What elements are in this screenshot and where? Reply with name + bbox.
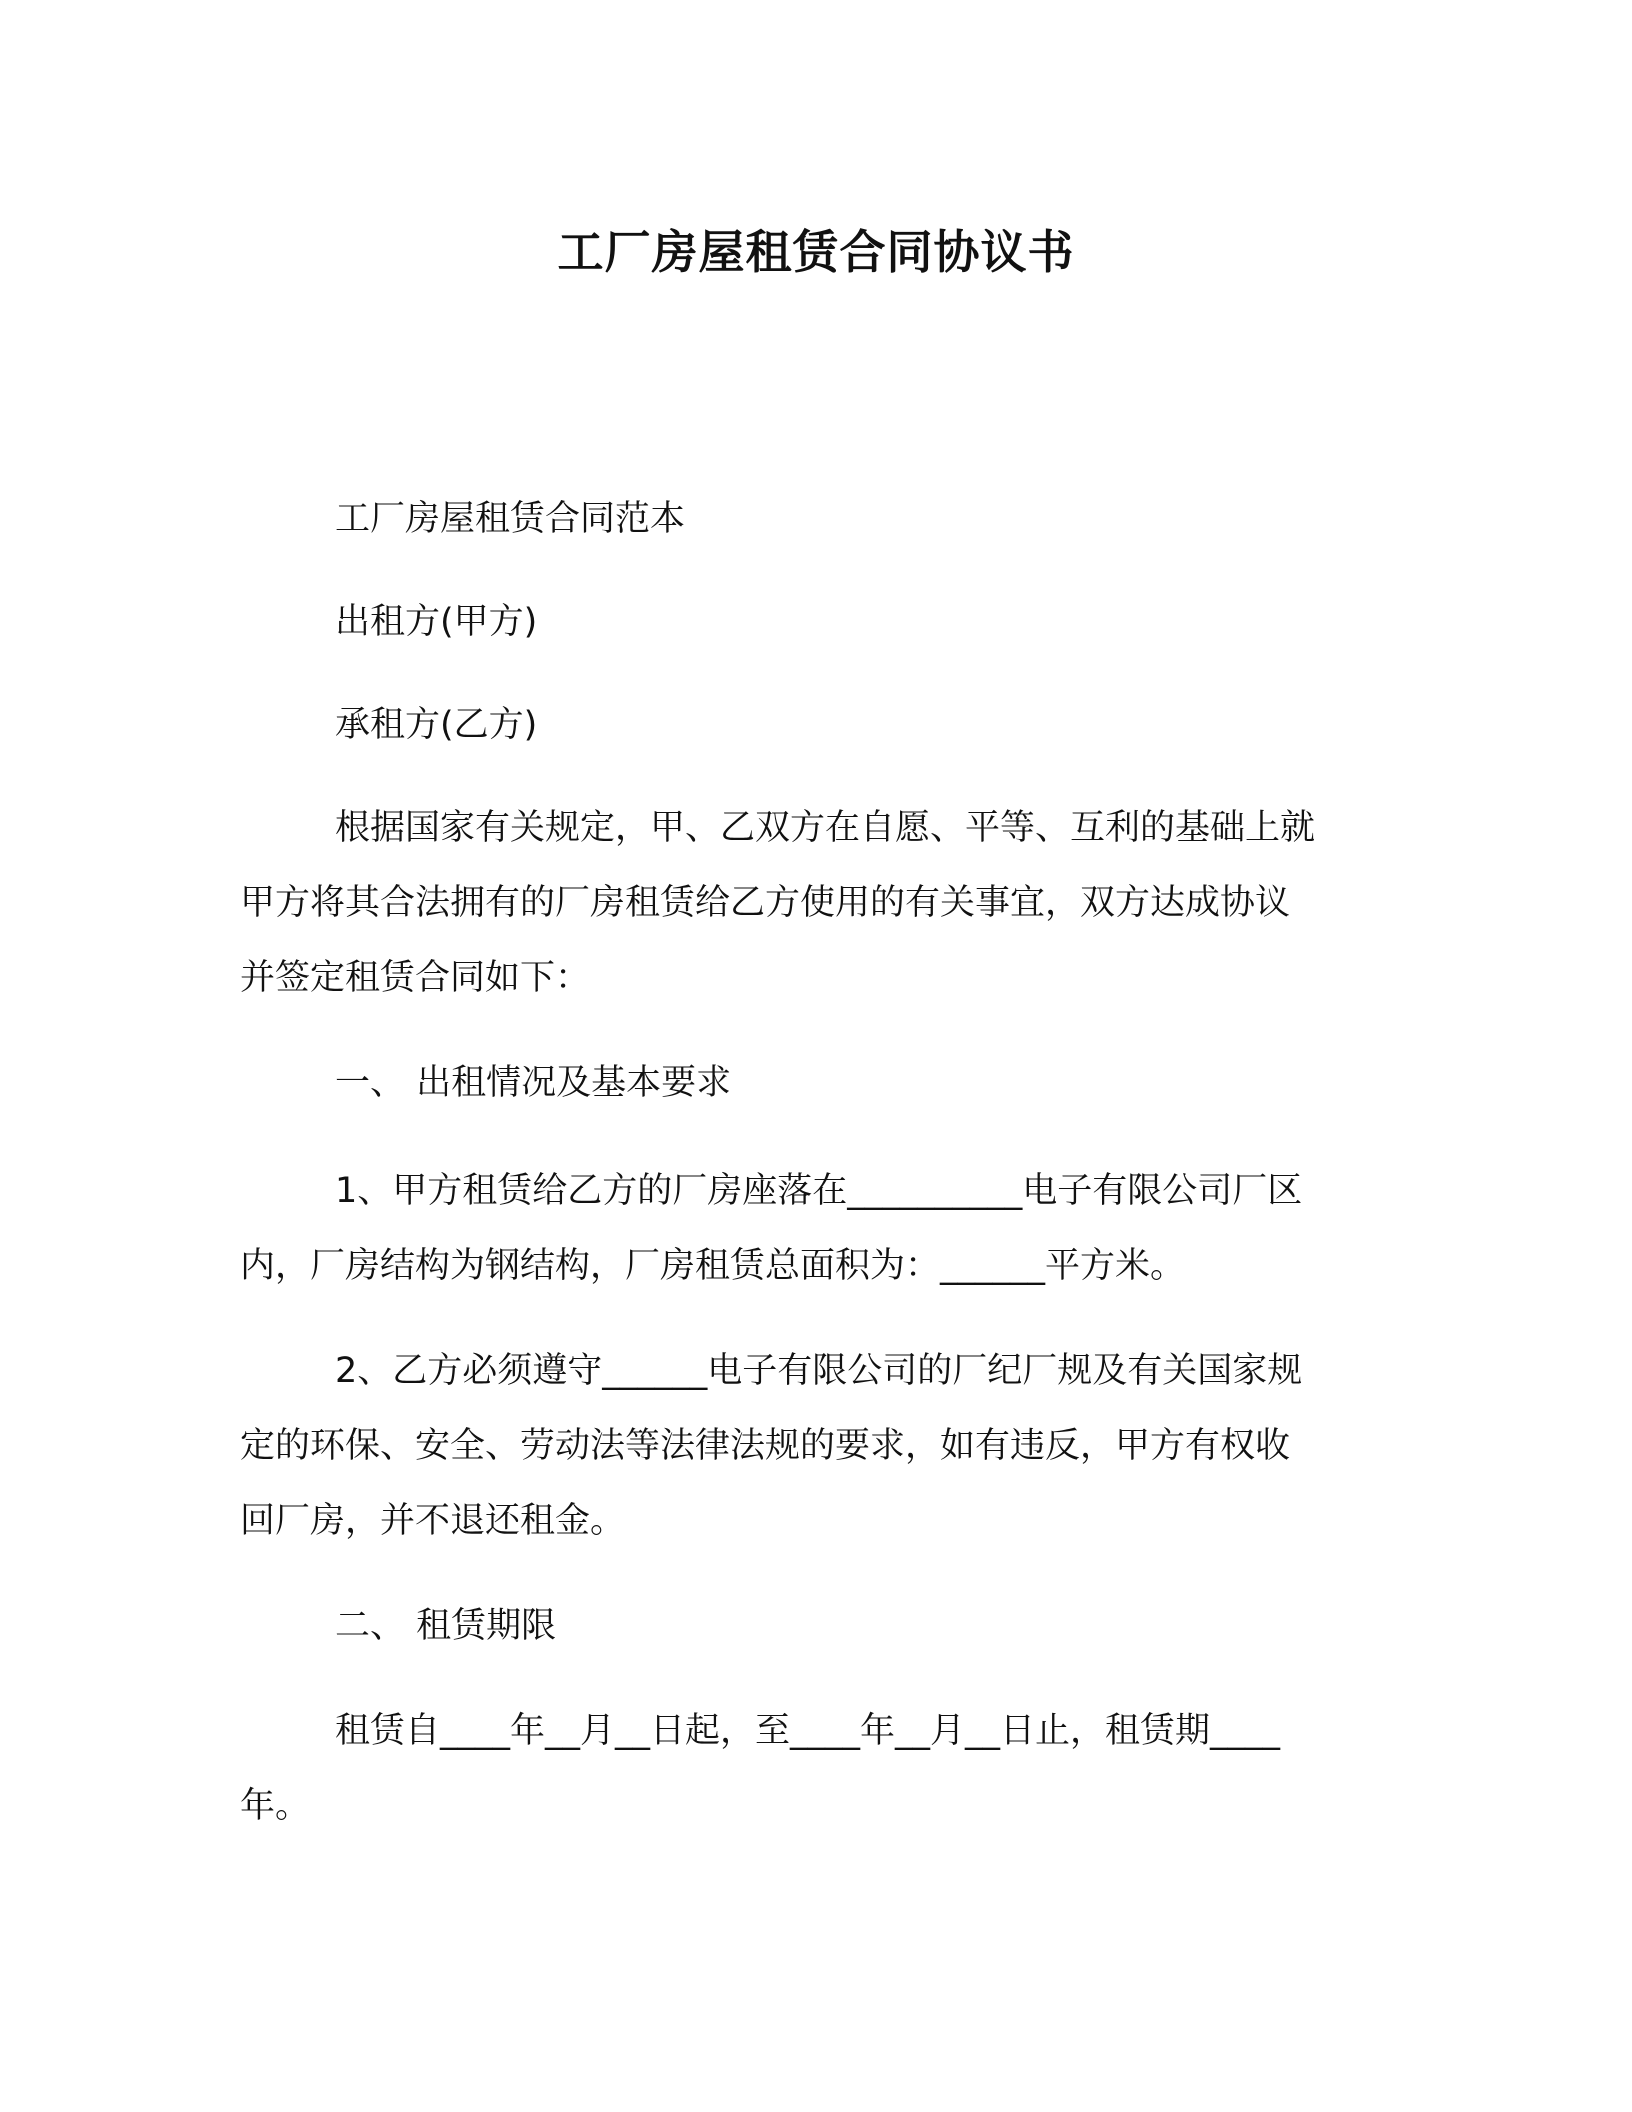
intro-paragraph-line-1: 根据国家有关规定，甲、乙双方在自愿、平等、互利的基础上就: [335, 808, 1316, 848]
document-title: 工厂房屋租赁合同协议书: [557, 225, 1075, 279]
term-line-1: 租赁自____年__月__日起，至____年__月__日止，租赁期____: [335, 1711, 1281, 1751]
lessee-line: 承租方(乙方): [335, 705, 538, 745]
clause-2-line-3: 回厂房，并不退还租金。: [240, 1501, 626, 1541]
subtitle-line: 工厂房屋租赁合同范本: [335, 499, 686, 539]
clause-2-line-2: 定的环保、安全、劳动法等法律法规的要求，如有违反，甲方有权收: [240, 1426, 1291, 1466]
clause-2-line-1: 2、乙方必须遵守______电子有限公司的厂纪厂规及有关国家规: [335, 1351, 1303, 1391]
section-heading-1: 一、 出租情况及基本要求: [335, 1063, 732, 1103]
lessor-line: 出租方(甲方): [335, 602, 538, 642]
intro-paragraph-line-2: 甲方将其合法拥有的厂房租赁给乙方使用的有关事宜，双方达成协议: [240, 883, 1291, 923]
term-line-2: 年。: [240, 1786, 311, 1826]
intro-paragraph-line-3: 并签定租赁合同如下：: [240, 958, 591, 998]
clause-1-line-2: 内，厂房结构为钢结构，厂房租赁总面积为：______平方米。: [240, 1246, 1186, 1286]
section-heading-2: 二、 租赁期限: [335, 1606, 557, 1646]
clause-1-line-1: 1、甲方租赁给乙方的厂房座落在__________电子有限公司厂区: [335, 1171, 1303, 1211]
